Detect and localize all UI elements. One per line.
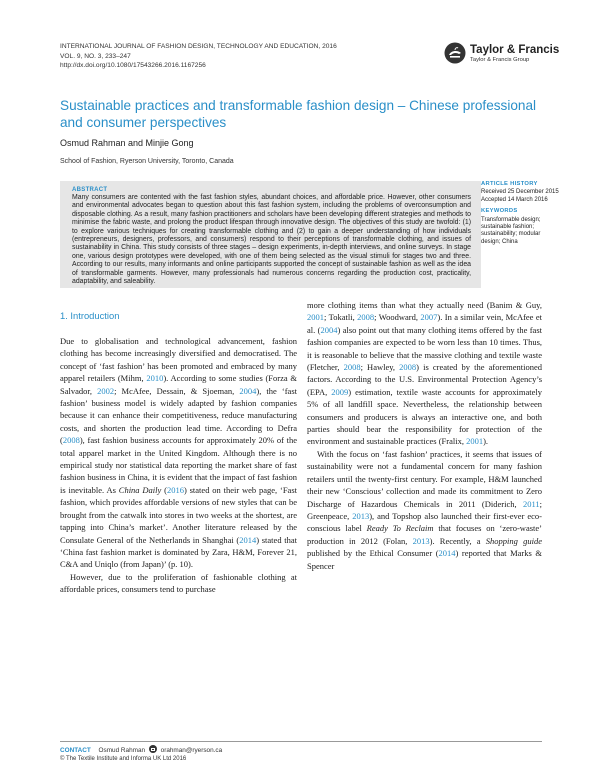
accepted-date: Accepted 14 March 2016	[481, 196, 548, 203]
doi-link[interactable]: http://dx.doi.org/10.1080/17543266.2016.1167256	[60, 62, 206, 69]
contact-name: Osmud Rahman	[98, 747, 146, 754]
keywords	[481, 208, 561, 246]
taylor-francis-lamp-icon	[444, 42, 466, 64]
keyword-item: Transformable design;	[481, 216, 541, 223]
body-paragraph: more clothing items than what they actually need (Banim & Guy, 2001; Tokatli, 2008; Woodward, 2007). In a similar vein, McAfee et al. (2004) also point out that many clothing items offered by the fast fashion companies are expected to be worn less than 10 times. Thus, it is reasonable to believe that the massive clothing and textile waste (Fletcher, 2008; Hawley, 2008) is created by the aforementioned factors. According to the U.S. Environmental Protection Agency’s (EPA, 2009) estimation, textile waste accounts for approximately 5% of all landfill space. Nevertheless, the relationship between consumers and producers is always an interactive one, and both parties should bear the responsibility for protection of the environment and sustainable practices (Fralix, 2001).	[307, 300, 543, 447]
keyword-item: sustainable fashion;	[481, 224, 535, 231]
keyword-item: sustainability; modular	[481, 231, 541, 238]
publisher-name: Taylor & Francis	[470, 44, 560, 56]
body-paragraph: With the focus on ‘fast fashion’ practices, it seems that issues of sustainability were not a fundamental concern for many fashion retailers until the twenty-first century. For example, H&M launched their new ‘Conscious’ collection and made its commitment to Zero Discharge of Hazardous Chemicals in 2011 (Diderich, 2011; Greenpeace, 2013), and Topshop also launched their first-ever eco-conscious label Ready To Reclaim that focuses on ‘zero-waste’ production in 2012 (Folan, 2013). Recently, a Shopping guide published by the Ethical Consumer (2014) reported that Marks & Spencer	[307, 448, 543, 571]
article-history-heading: ARTICLE HISTORY	[481, 181, 538, 187]
article-title: Sustainable practices and transformable fashion design – Chinese professional and consumer perspectives	[60, 98, 537, 130]
copyright: © The Textile Institute and Informa UK Ltd 2016	[60, 756, 187, 762]
keyword-item: design; China	[481, 238, 518, 245]
article-sidebar	[481, 181, 561, 250]
received-date: Received 25 December 2015	[481, 189, 559, 196]
email-icon	[149, 745, 157, 753]
author-affiliation: School of Fashion, Ryerson University, Toronto, Canada	[60, 158, 234, 165]
contact-label: CONTACT	[60, 747, 91, 754]
abstract-box	[60, 181, 481, 288]
article-history	[481, 181, 561, 204]
body-column-left	[60, 335, 297, 596]
publisher-group: Taylor & Francis Group	[470, 57, 530, 63]
body-paragraph: Due to globalisation and technological advancement, fashion clothing has become increasingly diversified and democratised. The concept of ‘fast fashion’ has been promoted and embraced by many apparel retailers (Mihm, 2010). According to some studies (Forza & Salvador, 2002; McAfee, Dessain, & Sjoeman, 2004), the ‘fast fashion’ business model is widely adapted by fashion companies because it can enhance their competitiveness, reduce manufacturing costs, and shorten the production lead time. According to Defra (2008), fast fashion business accounts for approximately 20% of the total apparel market in the United Kingdom. Although there is no empirical study nor statistical data reporting the market share of fast fashion business in China, it is evident that the impact of fast fashion is inevitable. As China Daily (2016) stated on their web page, ‘Fast fashion, which provides affordable versions of new styles that can be brought from the catwalk into stores in two weeks at the shortest, are tapping into China’s market’. Another literature released by the Consulate General of the Netherlands in Shanghai (2014) stated that ‘China fast fashion market is dominated by Zara, H&M, Forever 21, C&A and Uniqlo (from Japan)’ (p. 10).	[60, 336, 298, 570]
keywords-heading: KEYWORDS	[481, 208, 518, 215]
body-paragraph: However, due to the proliferation of fashionable clothing at affordable prices, consumers tend to purchase	[60, 571, 297, 595]
body-column-right	[307, 299, 542, 572]
contact-email[interactable]: orahman@ryerson.ca	[160, 747, 223, 754]
abstract-heading: ABSTRACT	[72, 187, 108, 193]
article-authors: Osmud Rahman and Minjie Gong	[60, 138, 194, 148]
journal-name: INTERNATIONAL JOURNAL OF FASHION DESIGN, TECHNOLOGY AND EDUCATION, 2016	[60, 43, 337, 50]
footer-contact	[60, 745, 222, 754]
journal-header	[60, 42, 337, 71]
section-heading-introduction: 1. Introduction	[60, 310, 120, 321]
footer-divider	[60, 741, 542, 742]
abstract-text: Many consumers are contented with the fast fashion styles, abundant choices, and affordable price. However, other consumers and environmental advocates began to question about this fast fashion system, including the problems of overconsumption and disposable clothing. As a result, many fashion practitioners and scholars have been developing different strategies and methods to minimise the fabric waste, and prolong the product lifespan through innovative design. The objectives of this study are twofold: (1) to explore various techniques for creating transformable clothing and (2) to gain a deeper understanding of how individuals (entrepreneurs, designers, professors, and consumers) respond to their perceptions of transformable clothing, and issues of sustainability in China. This study consists of three stages – design experiments, in-depth interviews, and online surveys. In stage one, various design prototypes were developed, with one of them being selected as the visual stimuli for stages two and three. According to our results, many informants and online participants supported the concept of sustainable fashion as well as the idea of transformable garments. However, many professionals had numerous concerns regarding the production cost, practicality, adaptability, and saleability.	[72, 194, 471, 286]
journal-volume: VOL. 9, NO. 3, 233–247	[60, 52, 131, 60]
publisher-logo	[444, 40, 560, 66]
